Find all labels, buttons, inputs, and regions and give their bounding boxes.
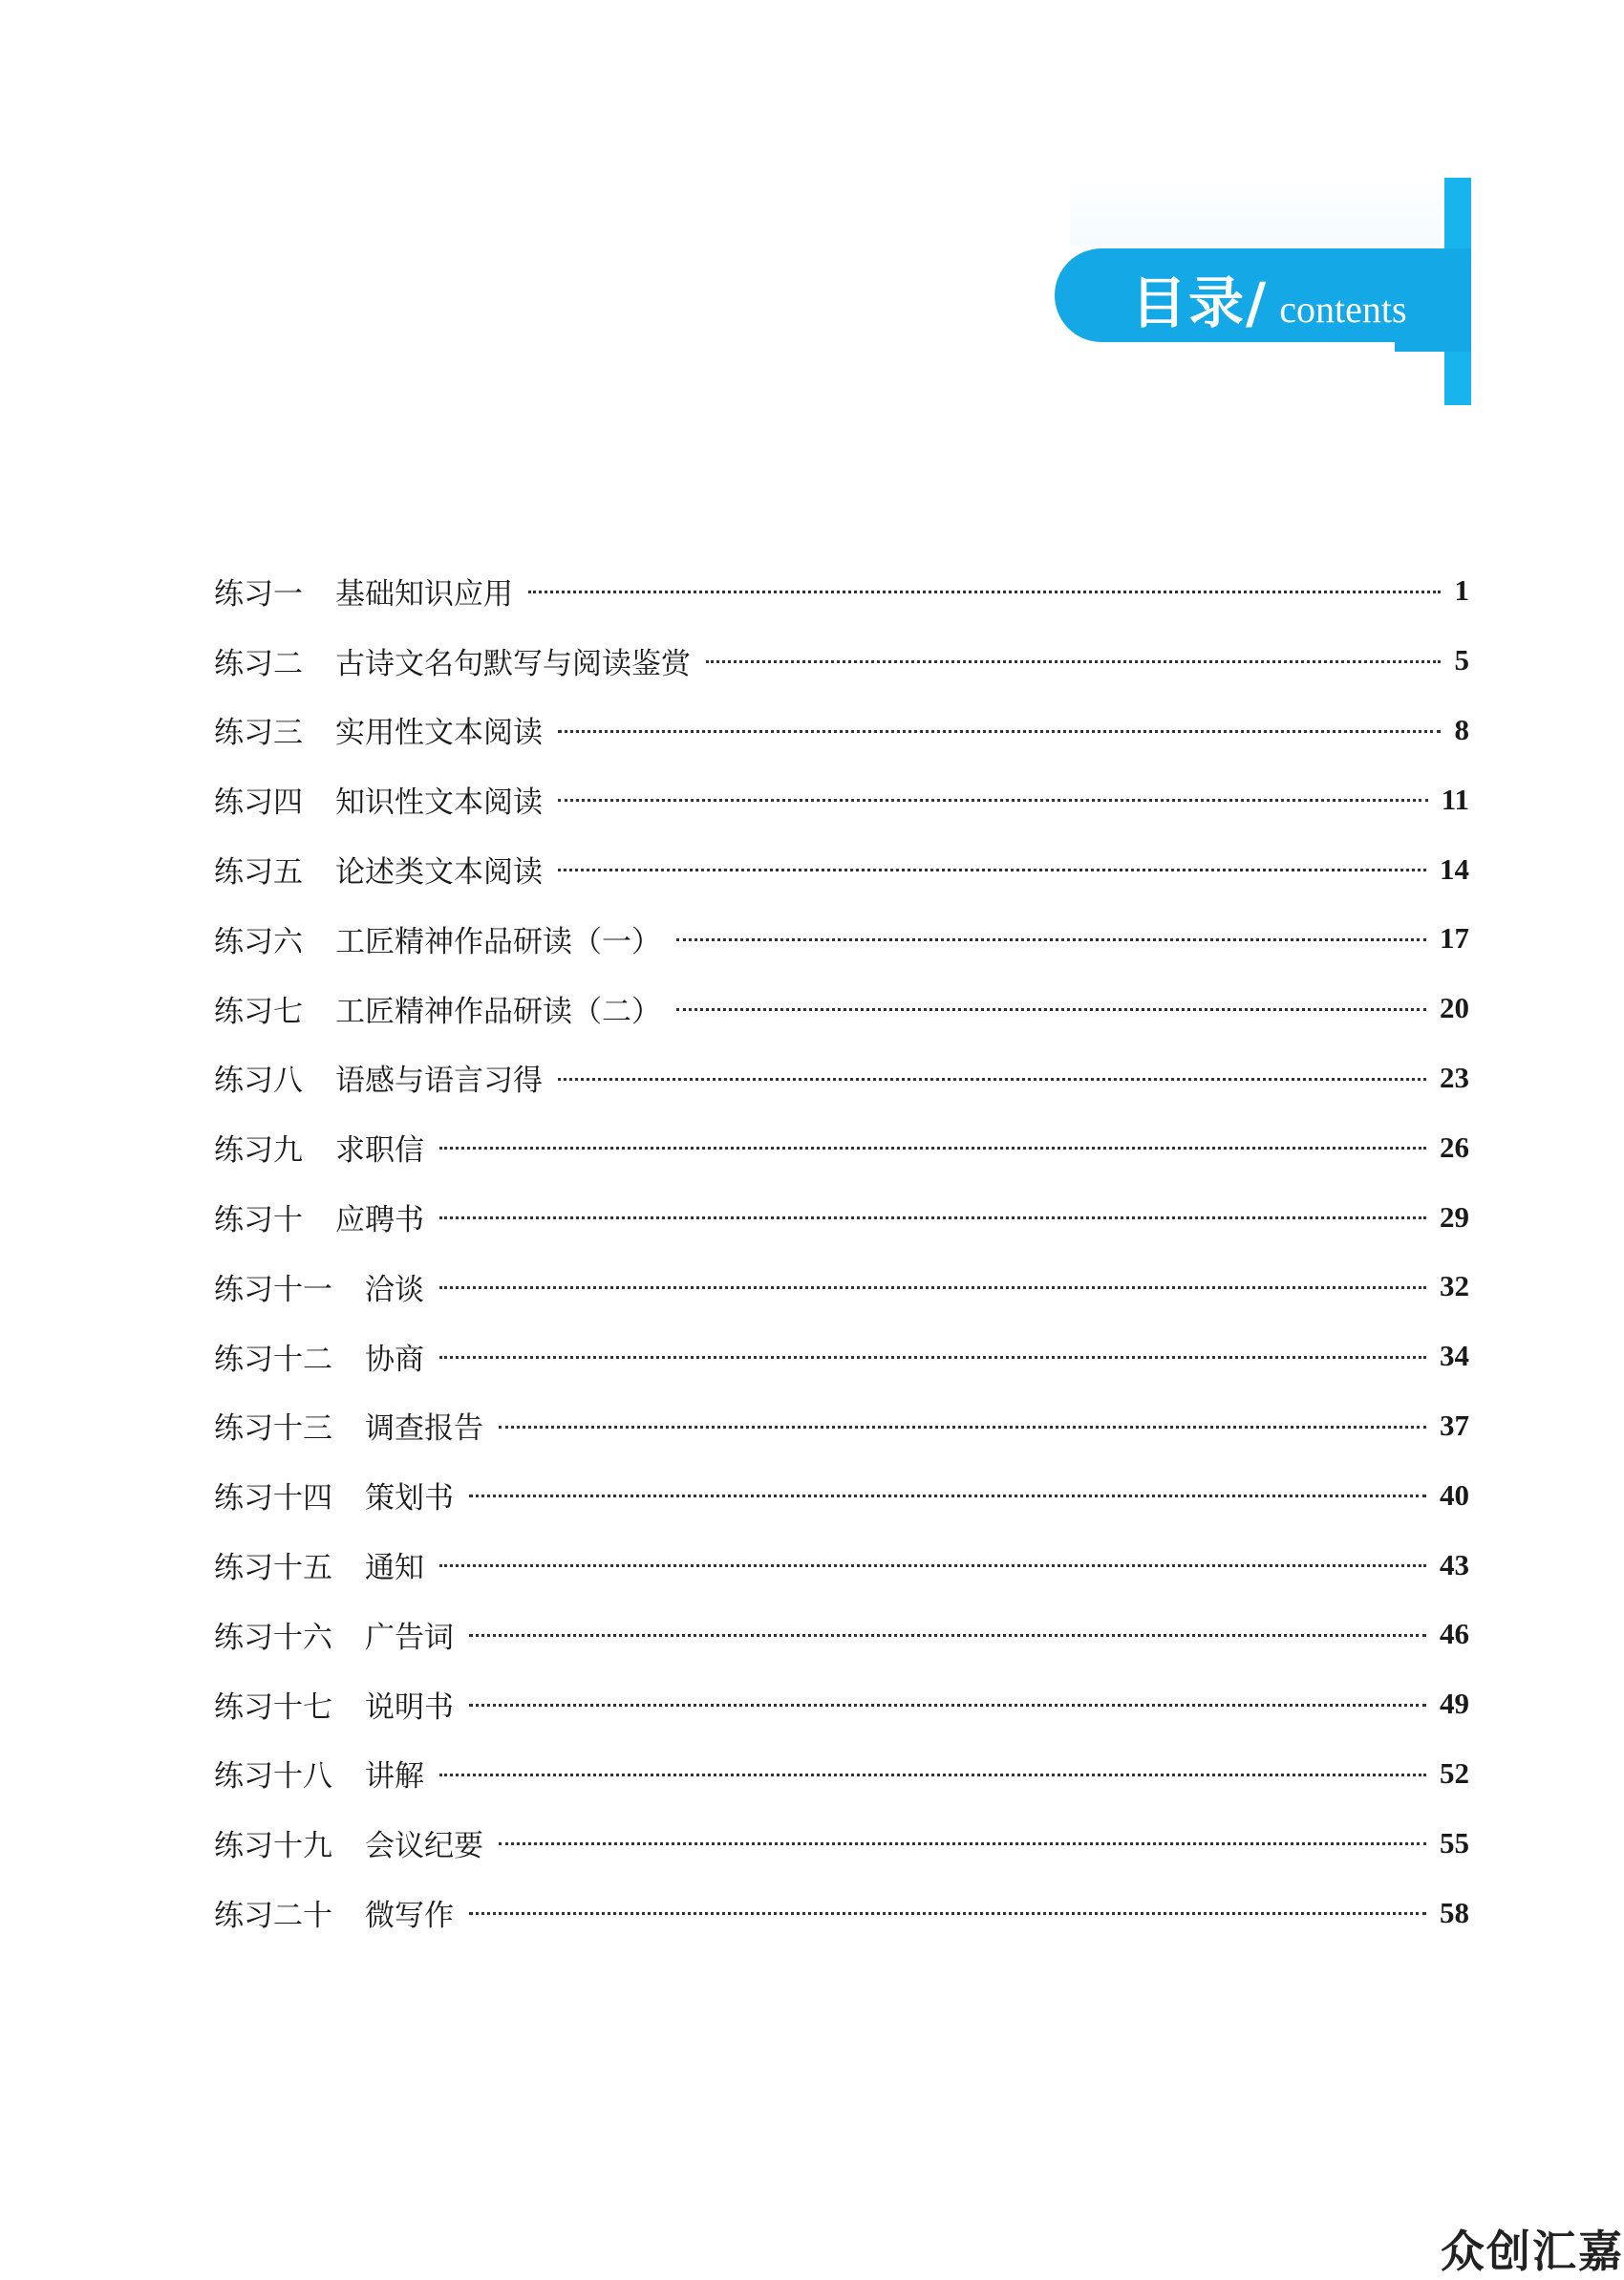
toc-page-number: 52 [1440, 1755, 1469, 1790]
toc-row[interactable] [214, 1600, 1469, 1669]
table-of-contents [214, 556, 1469, 1947]
toc-row[interactable] [214, 626, 1469, 696]
toc-dot-leader [469, 1912, 1426, 1915]
toc-row[interactable] [214, 1808, 1469, 1878]
toc-dot-leader [528, 591, 1441, 593]
toc-page-number: 26 [1440, 1129, 1469, 1164]
toc-page-number: 23 [1440, 1060, 1469, 1094]
toc-page-number: 34 [1440, 1339, 1469, 1373]
toc-page-number: 17 [1440, 921, 1469, 956]
toc-entry-title: 说明书 [365, 1689, 454, 1725]
toc-entry-label: 练习四 [214, 785, 303, 821]
toc-dot-leader [439, 1774, 1426, 1776]
toc-row[interactable] [214, 1322, 1469, 1391]
toc-dot-leader [439, 1356, 1426, 1359]
toc-entry-title: 论述类文本阅读 [335, 855, 543, 891]
toc-row[interactable] [214, 974, 1469, 1043]
toc-entry-label: 练习十八 [214, 1759, 332, 1795]
title-slash: / [1246, 270, 1267, 335]
toc-entry-label: 练习一 [214, 576, 303, 612]
toc-page-number: 37 [1440, 1408, 1469, 1442]
toc-dot-leader [676, 938, 1426, 941]
toc-dot-leader [558, 730, 1441, 733]
toc-dot-leader [499, 1426, 1426, 1429]
toc-entry-title: 讲解 [365, 1759, 424, 1795]
toc-page-number: 11 [1441, 782, 1469, 816]
toc-page-number: 1 [1454, 573, 1469, 608]
toc-row[interactable] [214, 1460, 1469, 1530]
badge-notch [1395, 338, 1471, 352]
contents-header-badge [1055, 178, 1471, 407]
toc-page-number: 14 [1440, 851, 1469, 886]
toc-dot-leader [439, 1216, 1426, 1219]
toc-dot-leader [558, 799, 1428, 802]
toc-row[interactable] [214, 696, 1469, 765]
toc-dot-leader [558, 869, 1426, 871]
toc-row[interactable] [214, 904, 1469, 974]
toc-entry-title: 会议纪要 [365, 1829, 483, 1864]
toc-entry-title: 实用性文本阅读 [335, 716, 543, 751]
title-english: contents [1279, 288, 1407, 331]
toc-entry-label: 练习五 [214, 855, 303, 891]
toc-entry-label: 练习十五 [214, 1551, 332, 1586]
toc-dot-leader [499, 1842, 1426, 1845]
toc-entry-title: 策划书 [365, 1481, 454, 1516]
toc-dot-leader [676, 1008, 1426, 1011]
toc-entry-label: 练习九 [214, 1133, 303, 1169]
toc-dot-leader [469, 1495, 1426, 1497]
toc-entry-label: 练习二十 [214, 1899, 332, 1934]
toc-entry-label: 练习十二 [214, 1342, 332, 1377]
toc-page-number: 20 [1440, 991, 1469, 1025]
toc-entry-label: 练习十一 [214, 1272, 332, 1307]
toc-page-number: 8 [1454, 712, 1469, 746]
toc-entry-label: 练习十四 [214, 1481, 332, 1516]
toc-entry-label: 练习八 [214, 1064, 303, 1099]
toc-row[interactable] [214, 1878, 1469, 1947]
toc-row[interactable] [214, 764, 1469, 834]
toc-row[interactable] [214, 1669, 1469, 1739]
toc-page-number: 29 [1440, 1199, 1469, 1234]
toc-row[interactable] [214, 1112, 1469, 1182]
toc-dot-leader [469, 1704, 1426, 1707]
toc-entry-label: 练习十六 [214, 1620, 332, 1655]
toc-entry-title: 语感与语言习得 [335, 1064, 543, 1099]
toc-entry-label: 练习十三 [214, 1411, 332, 1447]
toc-entry-title: 通知 [365, 1551, 424, 1586]
toc-entry-label: 练习二 [214, 646, 303, 681]
toc-page-number: 58 [1440, 1895, 1469, 1929]
toc-row[interactable] [214, 1530, 1469, 1600]
toc-entry-title: 调查报告 [365, 1411, 483, 1447]
toc-entry-label: 练习十 [214, 1203, 303, 1238]
toc-page-number: 40 [1440, 1477, 1469, 1512]
toc-dot-leader [469, 1634, 1426, 1637]
toc-page-number: 49 [1440, 1687, 1469, 1721]
toc-row[interactable] [214, 1391, 1469, 1461]
toc-entry-title: 古诗文名句默写与阅读鉴赏 [335, 646, 691, 681]
toc-dot-leader [706, 660, 1441, 663]
toc-entry-label: 练习十九 [214, 1829, 332, 1864]
toc-entry-title: 工匠精神作品研读（二） [335, 994, 661, 1029]
toc-entry-title: 协商 [365, 1342, 424, 1377]
toc-entry-title: 工匠精神作品研读（一） [335, 924, 661, 959]
toc-entry-title: 广告词 [365, 1620, 454, 1655]
toc-entry-title: 基础知识应用 [335, 576, 513, 612]
toc-dot-leader [558, 1078, 1426, 1081]
toc-row[interactable] [214, 556, 1469, 626]
toc-entry-label: 练习三 [214, 716, 303, 751]
toc-entry-title: 求职信 [335, 1133, 424, 1169]
toc-entry-title: 洽谈 [365, 1272, 424, 1307]
toc-row[interactable] [214, 834, 1469, 904]
toc-entry-label: 练习六 [214, 924, 303, 959]
badge-shadow [1070, 178, 1441, 245]
toc-page-number: 32 [1440, 1269, 1469, 1303]
toc-page-number: 5 [1454, 643, 1469, 678]
toc-entry-title: 知识性文本阅读 [335, 785, 543, 821]
page-title [1131, 258, 1407, 334]
toc-row[interactable] [214, 1252, 1469, 1322]
toc-dot-leader [439, 1147, 1426, 1150]
toc-entry-title: 微写作 [365, 1899, 454, 1934]
toc-dot-leader [439, 1564, 1426, 1567]
toc-entry-label: 练习七 [214, 994, 303, 1029]
toc-entry-title: 应聘书 [335, 1203, 424, 1238]
toc-row[interactable] [214, 1043, 1469, 1113]
toc-page-number: 46 [1440, 1617, 1469, 1651]
toc-page-number: 43 [1440, 1547, 1469, 1581]
toc-page-number: 55 [1440, 1825, 1469, 1860]
title-chinese: 目录 [1131, 270, 1247, 335]
watermark-logo: 众创汇嘉 [1441, 2226, 1624, 2277]
toc-row[interactable] [214, 1739, 1469, 1809]
toc-entry-label: 练习十七 [214, 1689, 332, 1725]
toc-dot-leader [439, 1286, 1426, 1289]
toc-row[interactable] [214, 1182, 1469, 1252]
